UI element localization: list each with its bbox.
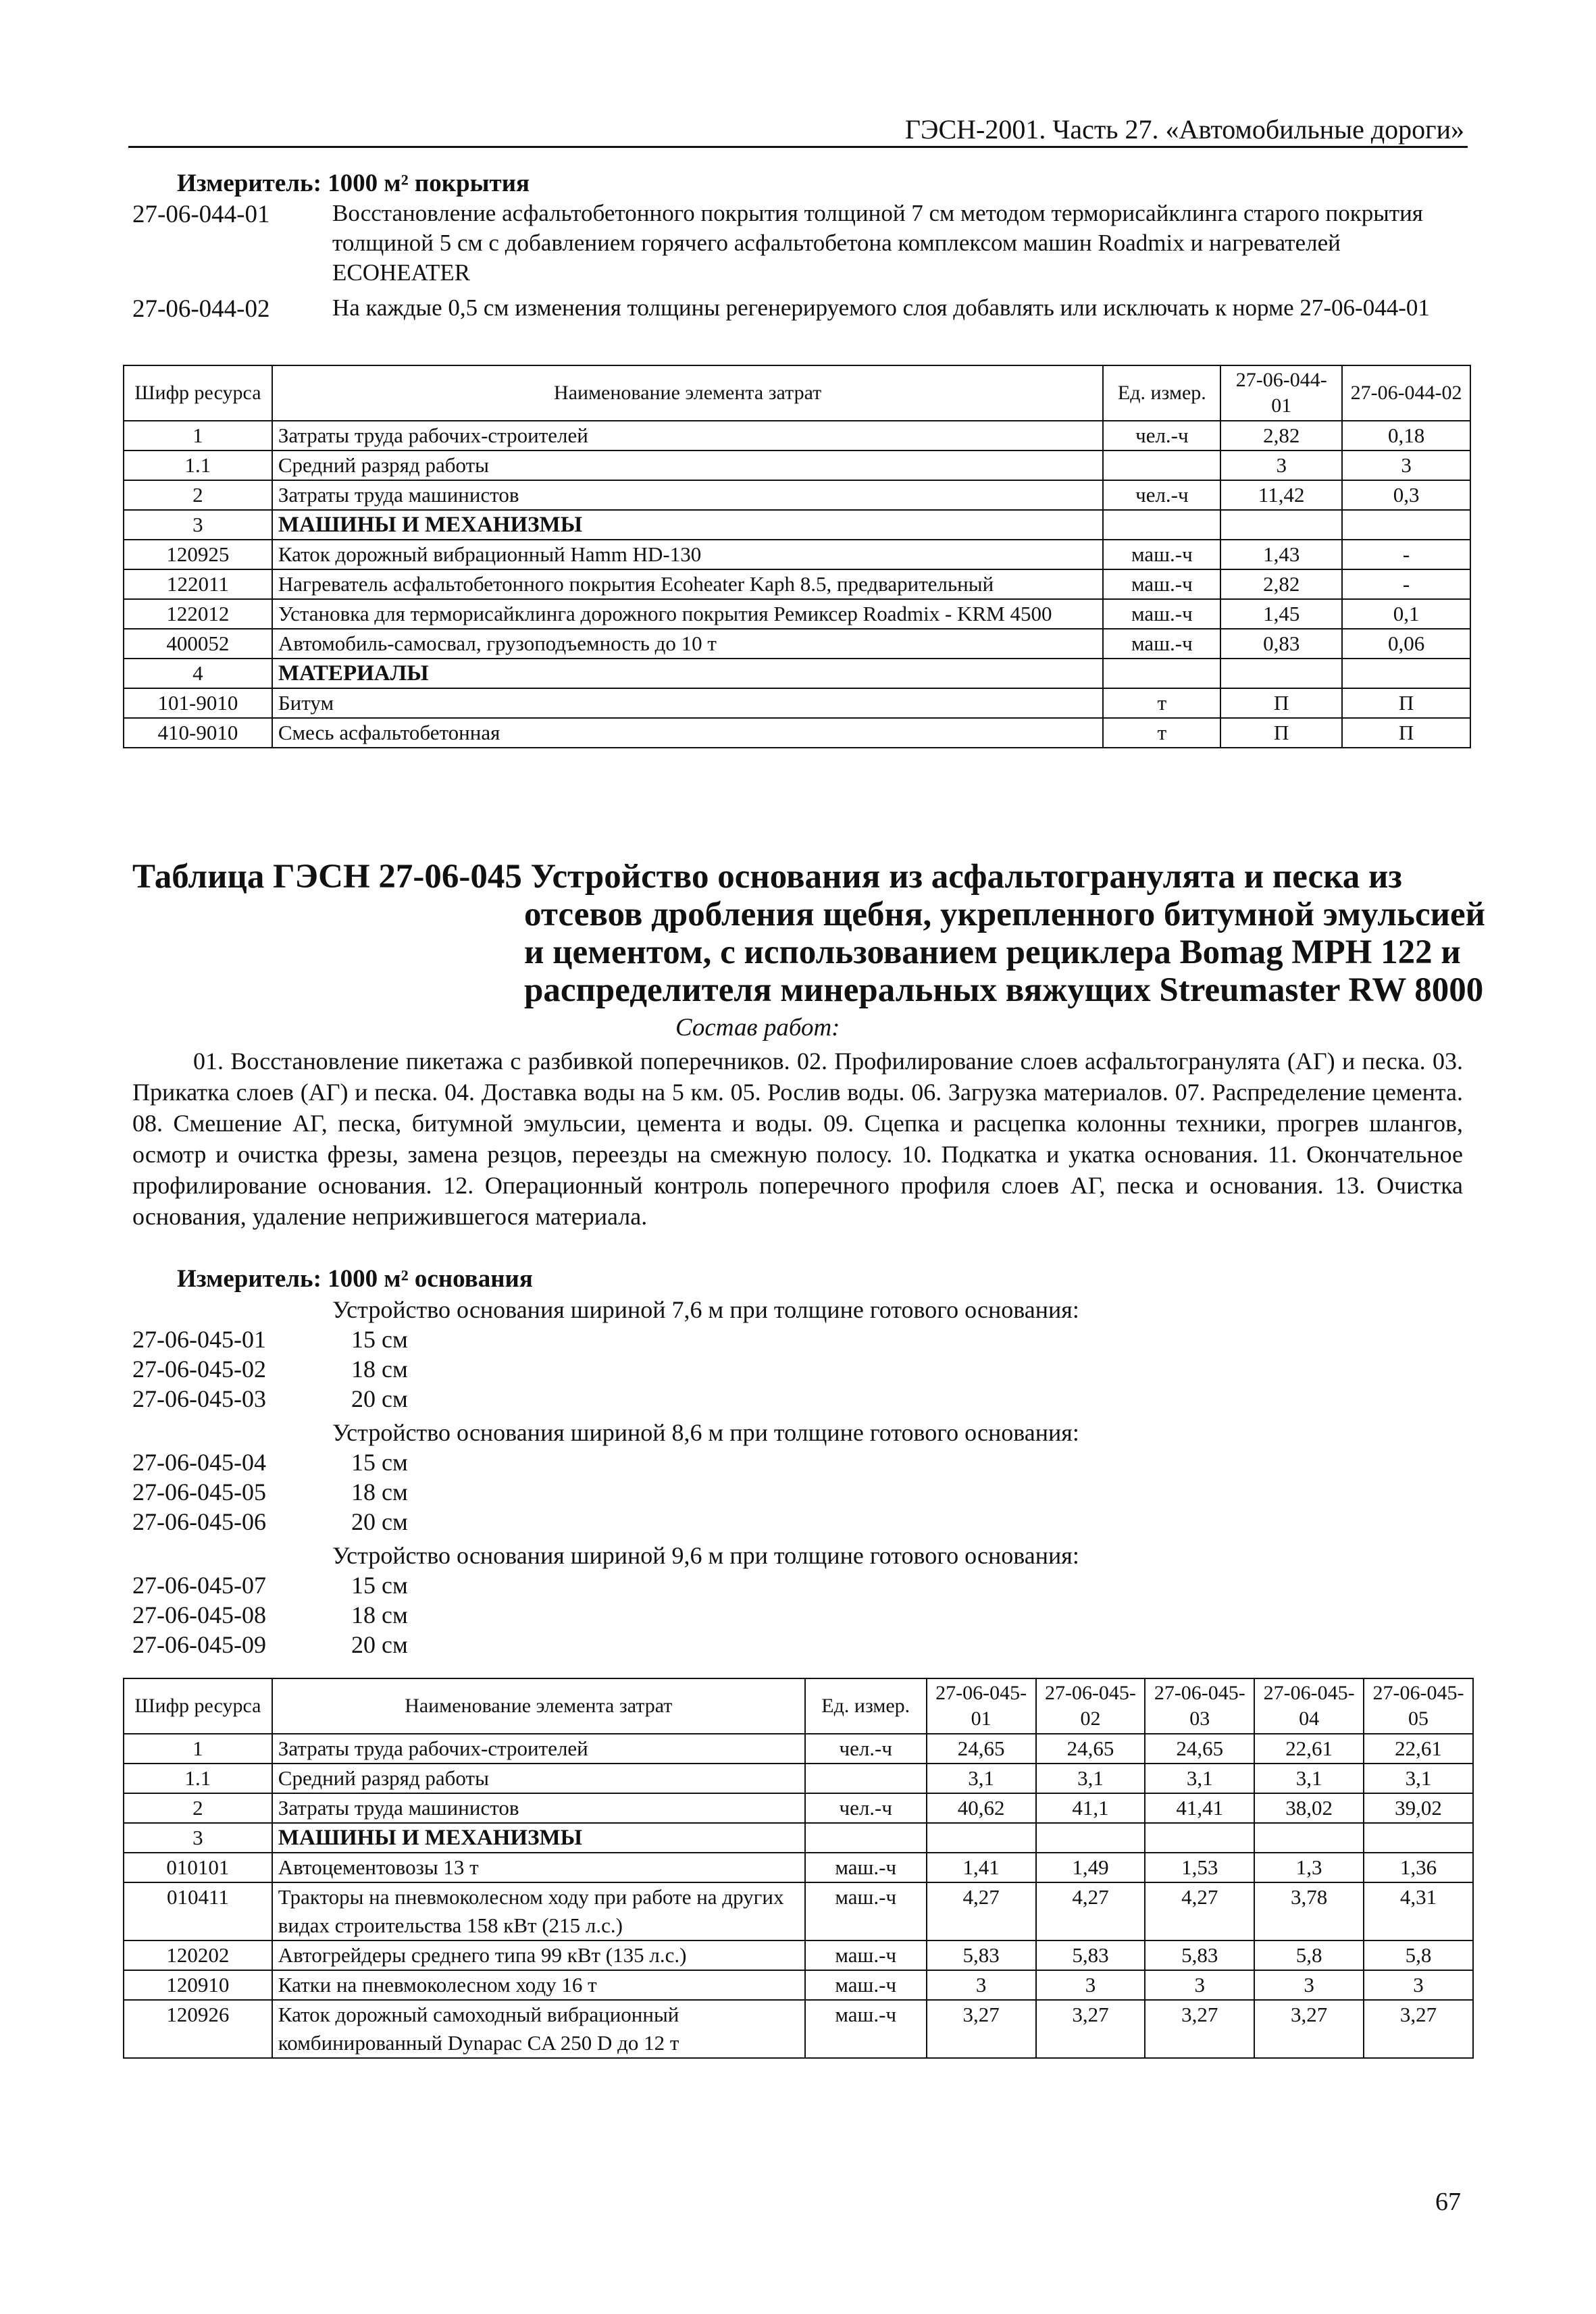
- table-row: 2 Затраты труда машинистов чел.-ч 11,42 0,3: [124, 480, 1470, 510]
- table-row: 010101 Автоцементовозы 13 т маш.-ч 1,41 1,49 1,53 1,3 1,36: [124, 1853, 1473, 1882]
- table-row: 1 Затраты труда рабочих-строителей чел.-ч 2,82 0,18: [124, 421, 1470, 451]
- table-row: 1.1 Средний разряд работы 3,1 3,1 3,1 3,1 3,1: [124, 1764, 1473, 1793]
- col-header-norm: 27-06-045-05: [1364, 1678, 1473, 1734]
- table-row: 2 Затраты труда машинистов чел.-ч 40,62 41,1 41,41 38,02 39,02: [124, 1793, 1473, 1823]
- table-row: 120925 Каток дорожный вибрационный Hamm HD-130 маш.-ч 1,43 -: [124, 540, 1470, 569]
- variant-code: 27-06-045-07: [132, 1572, 266, 1599]
- col-header-name: Наименование элемента затрат: [272, 1678, 805, 1734]
- variant-value: 18 см: [351, 1356, 408, 1383]
- table-row: 1 Затраты труда рабочих-строителей чел.-ч 24,65 24,65 24,65 22,61 22,61: [124, 1734, 1473, 1764]
- table-row: 120202 Автогрейдеры среднего типа 99 кВт (135 л.с.) маш.-ч 5,83 5,83 5,83 5,8 5,8: [124, 1940, 1473, 1970]
- running-header: ГЭСН-2001. Часть 27. «Автомобильные дороги»: [904, 114, 1464, 145]
- variant-code: 27-06-045-09: [132, 1631, 266, 1658]
- table-row: 400052 Автомобиль-самосвал, грузоподъемность до 10 т маш.-ч 0,83 0,06: [124, 629, 1470, 659]
- col-header-code: Шифр ресурса: [124, 365, 272, 421]
- col-header-norm: 27-06-044-02: [1342, 365, 1470, 421]
- measure-label-2: Измеритель: 1000 м² основания: [177, 1265, 533, 1293]
- table-row: 3 МАШИНЫ И МЕХАНИЗМЫ: [124, 510, 1470, 540]
- table-row: 1.1 Средний разряд работы 3 3: [124, 451, 1470, 480]
- table-row: 3 МАШИНЫ И МЕХАНИЗМЫ: [124, 1823, 1473, 1853]
- col-header-norm: 27-06-045-03: [1145, 1678, 1254, 1734]
- table-title-line: распределителя минеральных вяжущих Streumaster RW 8000: [524, 971, 1484, 1009]
- variant-code: 27-06-045-04: [132, 1449, 266, 1476]
- variant-value: 18 см: [351, 1601, 408, 1628]
- table-title-line: Таблица ГЭСН 27-06-045 Устройство основания из асфальтогранулята и песка из: [132, 858, 1402, 896]
- works-heading: Состав работ:: [675, 1014, 840, 1042]
- cost-table-1: [123, 365, 1471, 748]
- variant-caption: Устройство основания шириной 7,6 м при толщине готового основания:: [332, 1296, 1079, 1323]
- variant-value: 20 см: [351, 1631, 408, 1658]
- col-header-name: Наименование элемента затрат: [272, 365, 1104, 421]
- table-row: 4 МАТЕРИАЛЫ: [124, 659, 1470, 688]
- measure-label-1: Измеритель: 1000 м² покрытия: [177, 170, 530, 197]
- header-rule: [128, 146, 1468, 148]
- variant-code: 27-06-045-08: [132, 1601, 266, 1628]
- cost-table-2: [123, 1678, 1474, 2059]
- variant-code: 27-06-045-01: [132, 1326, 266, 1353]
- col-header-norm: 27-06-044-01: [1220, 365, 1342, 421]
- works-description: 01. Восстановление пикетажа с разбивкой поперечников. 02. Профилирование слоев асфальтогранулята (АГ) и песка. 03. Прикатка слоев (АГ) и песка. 04. Доставка воды на 5 км. 05. Рослив воды. 06. Загрузка материалов. 07. Распределение цемента. 08. Смешение АГ, песка, битумной эмульсии, цемента и воды. 09. Сцепка и расцепка колонны техники, прогрев шлангов, осмотр и очистка фрезы, замена резцов, переезды на смежную полосу. 10. Подкатка и укатка основания. 11. Окончательное профилирование основания. 12. Операционный контроль поперечного профиля слоев АГ, песка и основания. 13. Очистка основания, удаление неприжившегося материала.: [132, 1048, 1463, 1230]
- table-row: 120910 Катки на пневмоколесном ходу 16 т маш.-ч 3 3 3 3 3: [124, 1970, 1473, 2000]
- norm-code: 27-06-044-01: [132, 201, 270, 228]
- col-header-unit: Ед. измер.: [805, 1678, 927, 1734]
- col-header-code: Шифр ресурса: [124, 1678, 272, 1734]
- variant-value: 18 см: [351, 1479, 408, 1506]
- variant-code: 27-06-045-03: [132, 1385, 266, 1412]
- variant-code: 27-06-045-02: [132, 1356, 266, 1383]
- table-row: 122011 Нагреватель асфальтобетонного покрытия Ecoheater Kaph 8.5, предварительный маш.-ч 2,82 -: [124, 569, 1470, 599]
- variant-value: 20 см: [351, 1385, 408, 1412]
- norm-description: На каждые 0,5 см изменения толщины регенерируемого слоя добавлять или исключать к норме 27-06-044-01: [332, 294, 1430, 321]
- table-row: 410-9010 Смесь асфальтобетонная т П П: [124, 718, 1470, 748]
- table-row: 010411 Тракторы на пневмоколесном ходу при работе на других видах строительства 158 кВт (215 л.с.) маш.-ч 4,27 4,27 4,27 3,78 4,31: [124, 1882, 1473, 1940]
- variant-value: 20 см: [351, 1508, 408, 1535]
- table-title-line: и цементом, с использованием рециклера Bomag MPH 122 и: [524, 933, 1461, 971]
- variant-value: 15 см: [351, 1449, 408, 1476]
- table-row: 101-9010 Битум т П П: [124, 688, 1470, 718]
- col-header-unit: Ед. измер.: [1103, 365, 1220, 421]
- variant-code: 27-06-045-05: [132, 1479, 266, 1506]
- col-header-norm: 27-06-045-02: [1036, 1678, 1145, 1734]
- col-header-norm: 27-06-045-01: [927, 1678, 1036, 1734]
- table-row: 120926 Каток дорожный самоходный вибрационный комбинированный Dynapac CA 250 D до 12 т маш.-ч 3,27 3,27 3,27 3,27 3,27: [124, 2000, 1473, 2058]
- table-row: 122012 Установка для терморисайклинга дорожного покрытия Ремиксер Roadmix - KRM 4500 маш.-ч 1,45 0,1: [124, 599, 1470, 629]
- variant-value: 15 см: [351, 1572, 408, 1599]
- variant-caption: Устройство основания шириной 9,6 м при толщине готового основания:: [332, 1542, 1079, 1569]
- variant-caption: Устройство основания шириной 8,6 м при толщине готового основания:: [332, 1419, 1079, 1446]
- variant-value: 15 см: [351, 1326, 408, 1353]
- table-title-line: отсевов дробления щебня, укрепленного битумной эмульсией: [524, 896, 1485, 933]
- norm-description: Восстановление асфальтобетонного покрытия толщиной 7 см методом терморисайклинга старого покрытия толщиной 5 см с добавлением горячего асфальтобетона комплексом машин Roadmix и нагревателей ECOHEATER: [332, 200, 1423, 286]
- norm-code: 27-06-044-02: [132, 295, 270, 323]
- page-number: 67: [1435, 2188, 1461, 2216]
- variant-code: 27-06-045-06: [132, 1508, 266, 1535]
- col-header-norm: 27-06-045-04: [1254, 1678, 1364, 1734]
